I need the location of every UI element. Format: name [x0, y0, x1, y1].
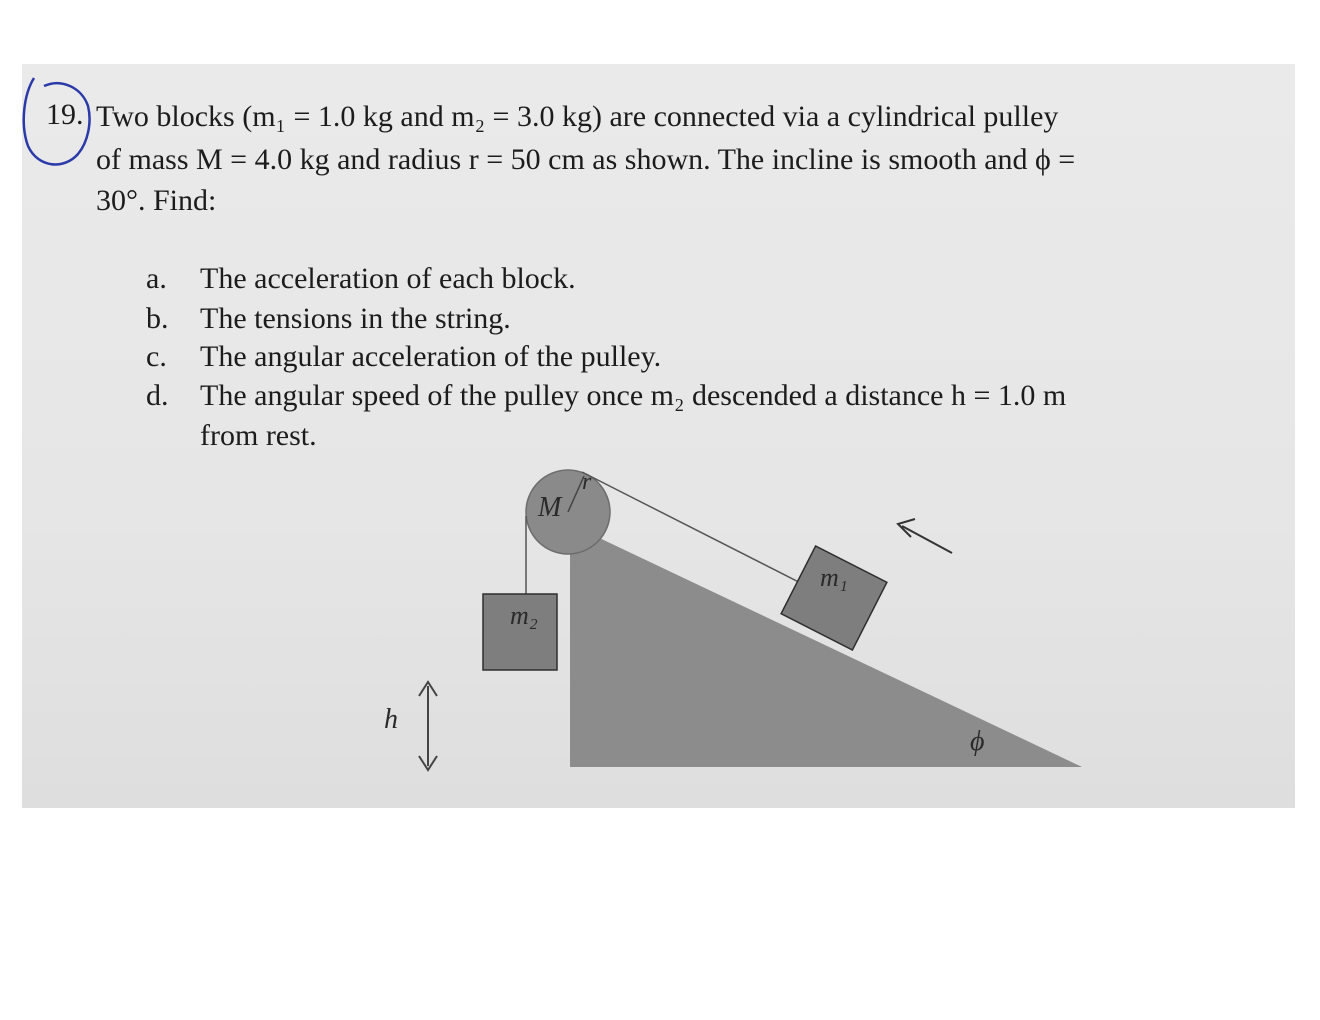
- radius-label: r: [582, 469, 592, 495]
- item-d-text: The angular speed of the pulley once m₂ descended a distance h = 1.0 m: [200, 379, 1067, 412]
- textbook-photo: [22, 64, 1295, 808]
- item-b-text: The tensions in the string.: [200, 302, 511, 335]
- block1-label: m₁: [820, 563, 848, 592]
- statement-line-1: Two blocks (m₁ = 1.0 kg and m₂ = 3.0 kg) are connected via a cylindrical pulley: [96, 100, 1059, 133]
- item-d-continuation: from rest.: [200, 419, 317, 452]
- item-d-letter: d.: [146, 379, 169, 412]
- pulley-incline-diagram: [22, 64, 1295, 808]
- item-c-text: The angular acceleration of the pulley.: [200, 340, 662, 373]
- height-label: h: [384, 704, 398, 735]
- item-c-letter: c.: [146, 340, 167, 373]
- pulley-label: M: [538, 492, 562, 523]
- statement-line-3: 30°. Find:: [96, 184, 217, 217]
- item-b-letter: b.: [146, 302, 169, 335]
- item-a-text: The acceleration of each block.: [200, 262, 576, 295]
- motion-arrow: [902, 526, 952, 553]
- question-number: 19.: [46, 98, 84, 131]
- angle-label: ϕ: [970, 726, 985, 757]
- item-a-letter: a.: [146, 262, 167, 295]
- block2-label: m₂: [510, 601, 538, 630]
- statement-line-2: of mass M = 4.0 kg and radius r = 50 cm as shown. The incline is smooth and ϕ =: [96, 143, 1076, 176]
